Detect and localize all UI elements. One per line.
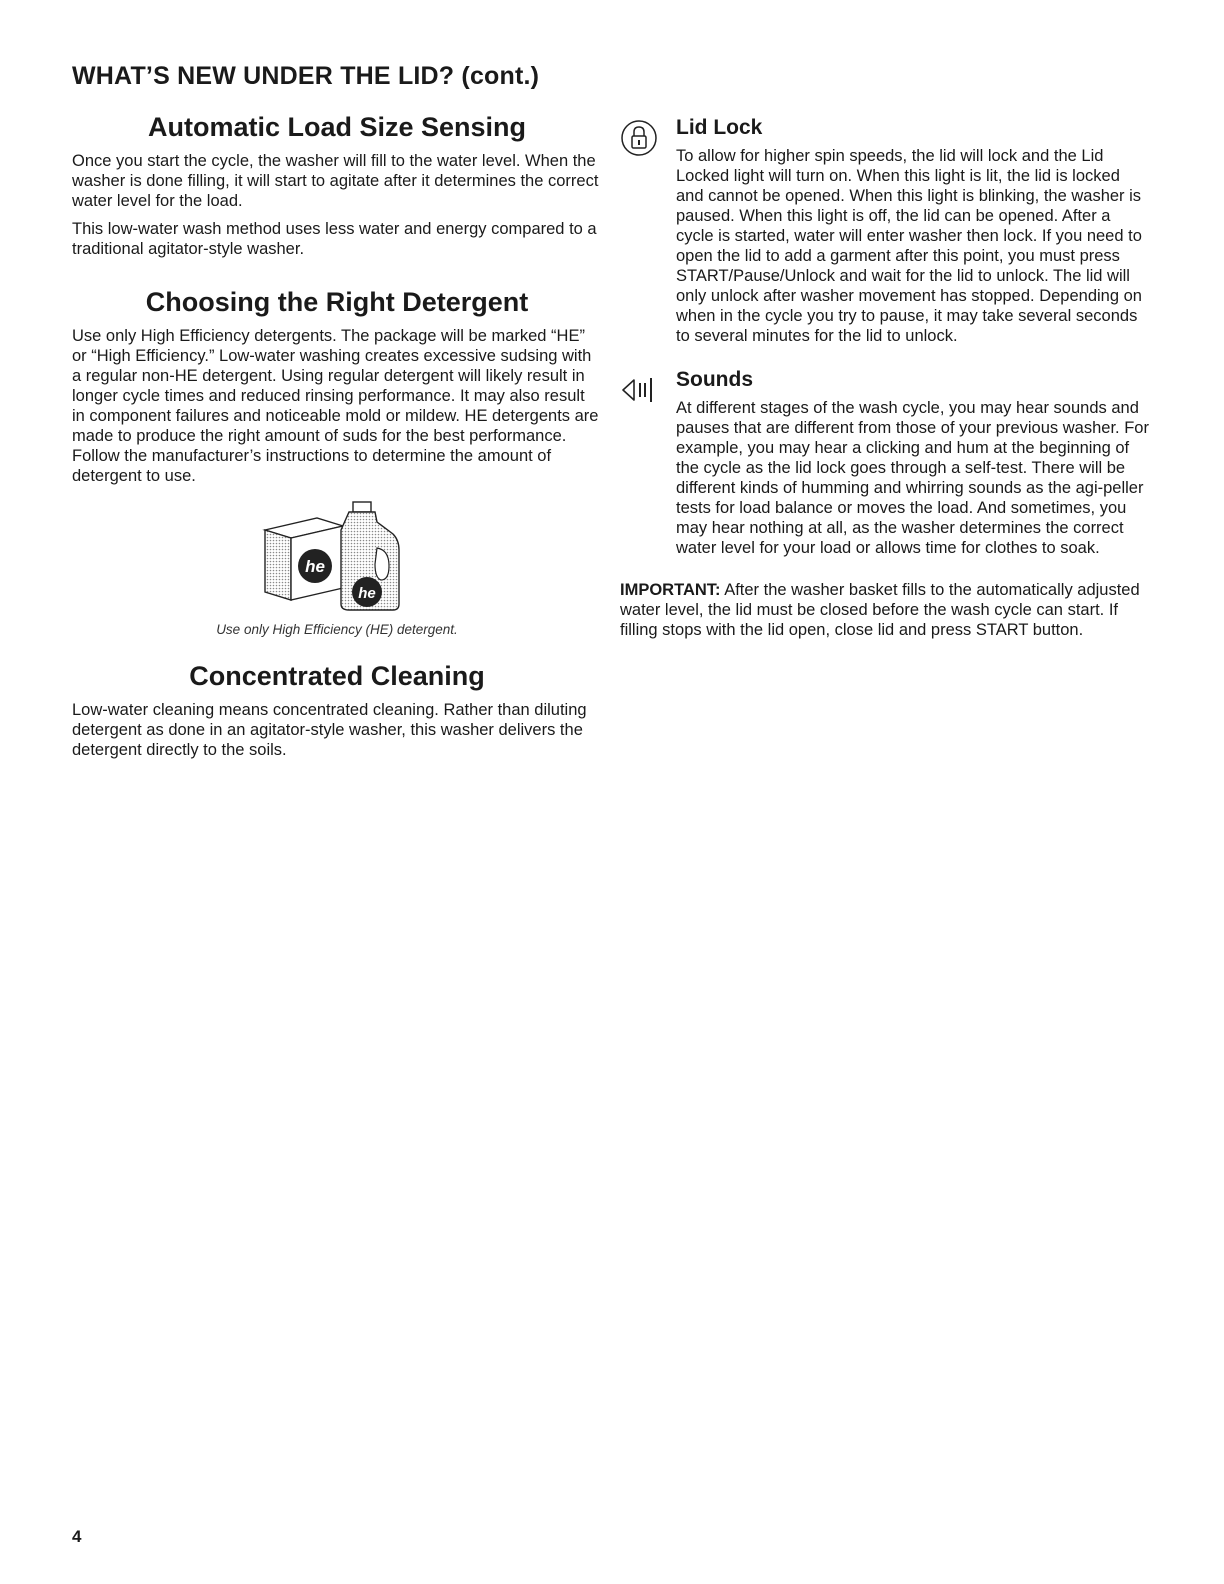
concentrated-paragraph: Low-water cleaning means concentrated cleaning. Rather than diluting detergent as done in an agitator-style washer, this washer delivers the detergent directly to the soils. <box>72 701 587 760</box>
concentrated-heading: Concentrated Cleaning <box>189 661 485 692</box>
important-label: IMPORTANT: <box>620 581 721 599</box>
detergent-section <box>72 287 602 637</box>
sounds-paragraph: At different stages of the wash cycle, you may hear sounds and pauses that are different from those of your previous washer. For example, you may hear a clicking and hum at the beginning of the cycle as the lid lock goes through a self-test. There will be different kinds of humming and whirring sounds as the agi-peller tests for load balance or moves the load. And sometimes, you may hear nothing at all, as the washer determines the correct water level for your load or allows time for clothes to soak. <box>676 399 1149 557</box>
lid-lock-paragraph: To allow for higher spin speeds, the lid will lock and the Lid Locked light will turn on. When this light is lit, the lid is locked and cannot be opened. When this light is blinking, the washer is paused. When this light is off, the lid can be opened. After a cycle is started, water will enter washer then lock. If you need to open the lid to add a garment after this point, you must press START/Pause/Unlock and wait for the lid to unlock. The lid will only unlock after washer movement has stopped. Depending on when in the cycle you try to pause, it may take several seconds to several minutes for the lid to unlock. <box>676 147 1142 345</box>
bottle-he-logo: he <box>358 585 376 603</box>
box-he-logo: he <box>305 557 325 577</box>
detergent-paragraph: Use only High Efficiency detergents. The package will be marked “HE” or “High Efficiency.” Low-water washing creates excessive sudsing with a regular non-HE detergent. Using regular detergent will likely result in longer cycle times and reduced rinsing performance. It may also result in component failures and noticeable mold or mildew. HE detergents are made to produce the right amount of suds for the best performance. Follow the manufacturer’s instructions to determine the amount of detergent to use. <box>72 327 599 486</box>
lock-icon <box>620 118 660 158</box>
page-title: WHAT’S NEW UNDER THE LID? (cont.) <box>72 62 540 90</box>
important-text: After the washer basket fills to the automatically adjusted water level, the lid must be closed before the wash cycle can start. If filling stops with the lid open, close lid and press START button. <box>620 581 1140 639</box>
sounds-title: Sounds <box>676 368 753 391</box>
important-note <box>620 580 1150 640</box>
lid-lock-section <box>620 116 1150 346</box>
page-number: 4 <box>72 1527 82 1546</box>
auto-load-paragraph-2: This low-water wash method uses less water and energy compared to a traditional agitator-style washer. <box>72 220 597 259</box>
auto-load-section <box>72 112 602 259</box>
auto-load-paragraph-1: Once you start the cycle, the washer will fill to the water level. When the washer is done filling, it will start to agitate after it determines the correct water level for the load. <box>72 152 599 211</box>
concentrated-section <box>72 661 602 760</box>
left-column <box>72 112 602 768</box>
auto-load-heading: Automatic Load Size Sensing <box>147 112 527 142</box>
detergent-figure <box>72 500 602 637</box>
lid-lock-title: Lid Lock <box>676 116 763 139</box>
he-detergent-illustration <box>257 500 417 612</box>
speaker-icon <box>620 370 660 410</box>
detergent-caption: Use only High Efficiency (HE) detergent. <box>216 622 458 638</box>
right-column <box>620 116 1150 648</box>
detergent-heading: Choosing the Right Detergent <box>145 287 529 318</box>
sounds-section <box>620 368 1150 558</box>
